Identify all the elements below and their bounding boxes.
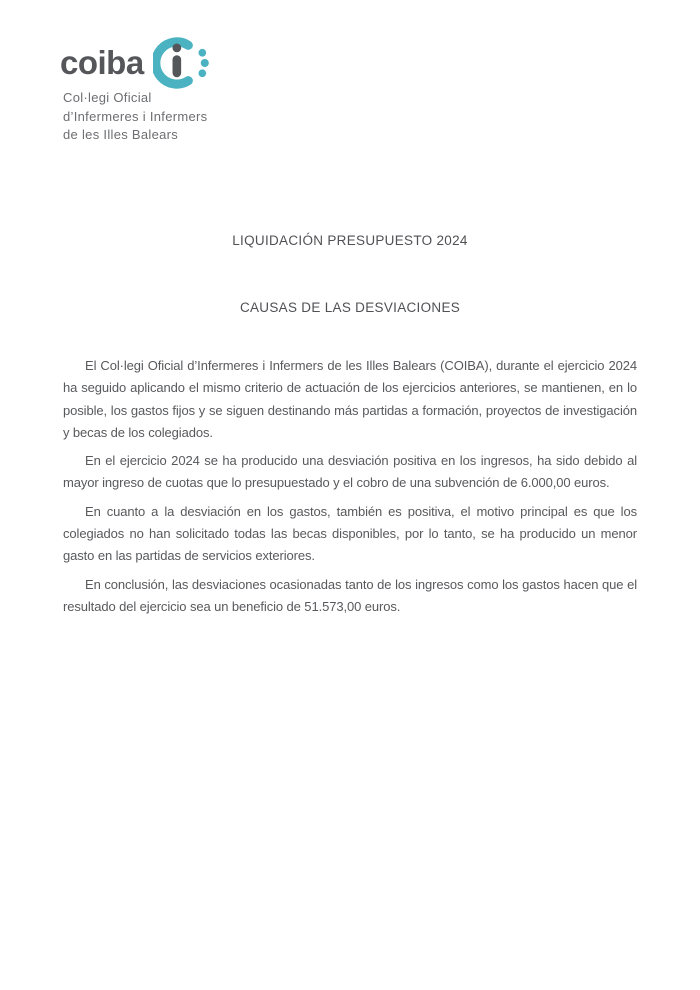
coiba-brand-text: coiba (60, 44, 144, 81)
body-paragraph-2: En el ejercicio 2024 se ha producido una desviación positiva en los ingresos, ha sido debido al mayor ingreso de cuotas que lo presupuestado y el cobro de una subvención de 6.000,00 euros. (63, 453, 637, 491)
body-paragraph-3: En cuanto a la desviación en los gastos, también es positiva, el motivo principal es que los colegiados no han solicitado todas las becas disponibles, por lo tanto, se ha producido un menor gasto en las partidas de servicios exteriores. (63, 503, 637, 564)
document-subtitle: CAUSAS DE LAS DESVIACIONES (239, 300, 461, 315)
logo-i-dot (172, 43, 181, 52)
logo-arc-dot-top (198, 49, 206, 57)
logo-subtitle (63, 89, 207, 145)
logo-c-arc (155, 42, 188, 84)
document-body (63, 355, 637, 624)
body-paragraph-1: El Col·legi Oficial d’Infermeres i Infermers de les Illes Balears (COIBA), durante el ejercicio 2024 ha seguido aplicando el mismo criterio de actuación de los ejercicios anteriores, se mantienen, en lo posible, los gastos fijos y se siguen destinando más partidas a formación, proyectos de investigación y becas de los colegiados. (63, 358, 637, 440)
coiba-logo (60, 32, 219, 94)
logo-arc-dot-middle (200, 59, 208, 67)
body-paragraph-4: En conclusión, las desviaciones ocasionadas tanto de los ingresos como los gastos hacen que el resultado del ejercicio sea un beneficio de 51.573,00 euros. (63, 576, 637, 614)
logo-i-stem (172, 55, 181, 77)
logo-subtitle-line-3: de les Illes Balears (63, 127, 179, 143)
logo-arc-dot-bottom (198, 69, 206, 77)
logo-subtitle-line-1: Col·legi Oficial (63, 90, 152, 105)
coiba-logo-icon (153, 33, 219, 93)
logo-subtitle-line-2: d’Infermeres i Infermers (63, 108, 208, 124)
document-title: LIQUIDACIÓN PRESUPUESTO 2024 (232, 233, 468, 248)
